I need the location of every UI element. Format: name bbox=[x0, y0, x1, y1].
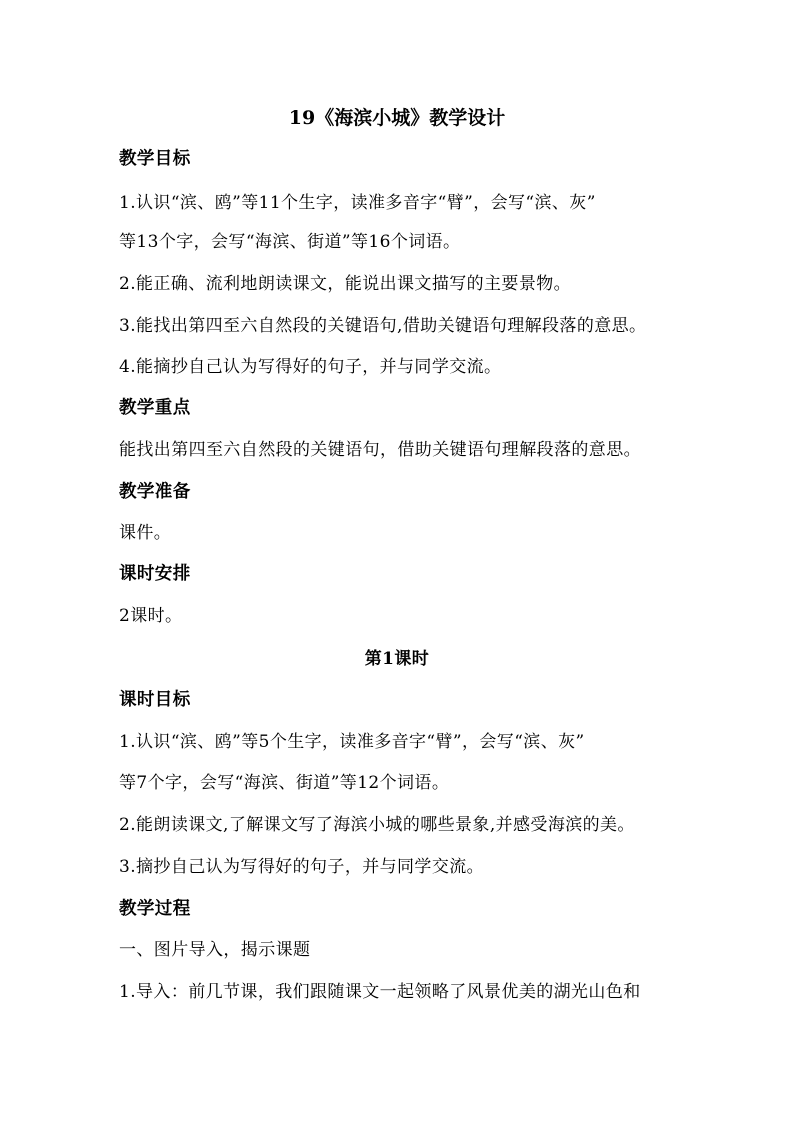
process-text: 1.导入：前几节课，我们跟随课文一起领略了风景优美的湖光山色和 bbox=[119, 982, 641, 1002]
objective-line: 4.能摘抄自己认为写得好的句子，并与同学交流。 bbox=[119, 357, 502, 377]
schedule-heading: 课时安排 bbox=[119, 564, 191, 584]
lesson-objective-line: 2.能朗读课文,了解课文写了海滨小城的哪些景象,并感受海滨的美。 bbox=[119, 815, 635, 835]
objective-line: 2.能正确、流利地朗读课文，能说出课文描写的主要景物。 bbox=[119, 274, 572, 294]
key-points-text: 能找出第四至六自然段的关键语句，借助关键语句理解段落的意思。 bbox=[119, 440, 641, 460]
lesson-objective-line: 1.认识“滨、鸥”等5个生字，读准多音字“臂”，会写“滨、灰” bbox=[119, 732, 585, 752]
lesson-objectives-heading: 课时目标 bbox=[119, 690, 191, 710]
key-points-heading: 教学重点 bbox=[119, 398, 191, 418]
preparation-text: 课件。 bbox=[119, 523, 172, 543]
process-step: 一、图片导入，揭示课题 bbox=[119, 940, 311, 960]
schedule-text: 2课时。 bbox=[119, 606, 183, 626]
objective-line: 1.认识“滨、鸥”等11个生字，读准多音字“臂”，会写“滨、灰” bbox=[119, 193, 596, 213]
document-title: 19《海滨小城》教学设计 bbox=[288, 107, 506, 129]
lesson-objective-line: 3.摘抄自己认为写得好的句子，并与同学交流。 bbox=[119, 857, 485, 877]
process-heading: 教学过程 bbox=[119, 899, 191, 919]
preparation-heading: 教学准备 bbox=[119, 482, 191, 502]
lesson-objective-line: 等7个字，会写“海滨、街道”等12个词语。 bbox=[119, 773, 450, 793]
lesson-title: 第1课时 bbox=[364, 649, 430, 669]
objectives-heading: 教学目标 bbox=[119, 149, 191, 169]
objective-line: 3.能找出第四至六自然段的关键语句,借助关键语句理解段落的意思。 bbox=[119, 316, 647, 336]
objective-line: 等13个字，会写“海滨、街道”等16个词语。 bbox=[119, 232, 461, 252]
